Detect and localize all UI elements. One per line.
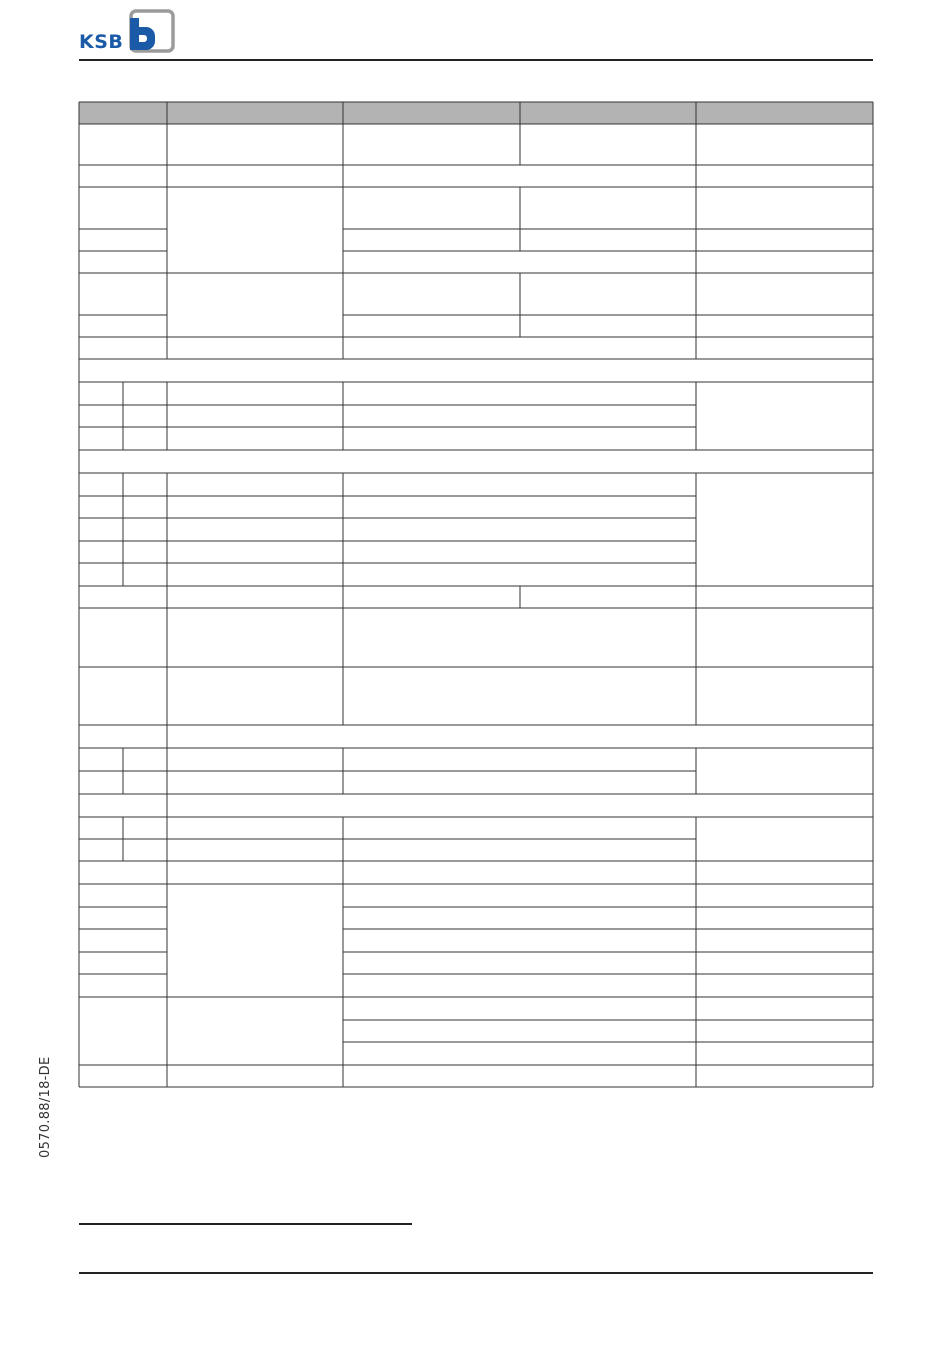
document-number: 0570.88/18-DE (38, 1056, 53, 1158)
logo-text: KSB (79, 31, 124, 53)
table-header-row (79, 102, 873, 124)
footer-rule (79, 1272, 873, 1274)
footnote-rule (79, 1223, 412, 1225)
table-grid-lines (79, 102, 873, 1087)
